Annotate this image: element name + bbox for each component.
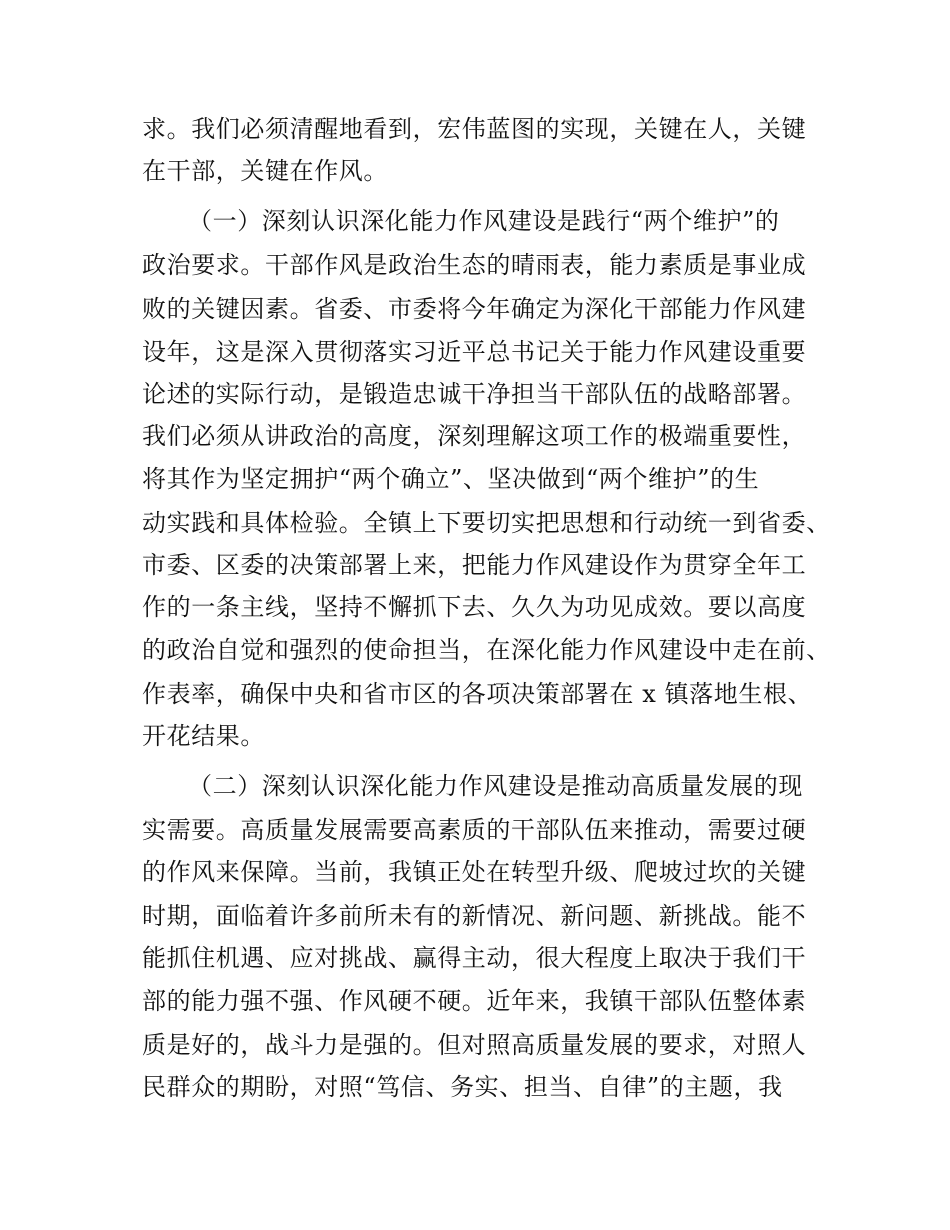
- text-line: 在干部，关键在作风。: [142, 157, 388, 185]
- text-line: 动实践和具体检验。全镇上下要切实把思想和行动统一到省委、: [142, 509, 831, 537]
- text-line: 将其作为坚定拥护“两个确立”、坚决做到“两个维护”的生: [142, 465, 760, 493]
- text-line: （一）深刻认识深化能力作风建设是践行“两个维护”的: [188, 207, 780, 235]
- text-line: 论述的实际行动，是锻造忠诚干净担当干部队伍的战略部署。: [142, 380, 807, 408]
- text-line: 败的关键因素。省委、市委将今年确定为深化干部能力作风建: [142, 295, 807, 323]
- text-line: 实需要。高质量发展需要高素质的干部队伍来推动，需要过硬: [142, 816, 807, 844]
- text-line: 求。我们必须清醒地看到，宏伟蓝图的实现，关键在人，关键: [142, 115, 807, 143]
- text-line: 的政治自觉和强烈的使命担当，在深化能力作风建设中走在前、: [142, 636, 831, 664]
- text-line: 民群众的期盼，对照“笃信、务实、担当、自律”的主题，我: [142, 1073, 783, 1101]
- text-line: 时期，面临着许多前所未有的新情况、新问题、新挑战。能不: [142, 902, 807, 930]
- text-line: 能抓住机遇、应对挑战、赢得主动，很大程度上取决于我们干: [142, 944, 807, 972]
- text-line: 设年，这是深入贯彻落实习近平总书记关于能力作风建设重要: [142, 338, 807, 366]
- text-line: 开花结果。: [142, 722, 265, 750]
- text-line: 政治要求。干部作风是政治生态的晴雨表，能力素质是事业成: [142, 251, 807, 279]
- text-line: 作的一条主线，坚持不懈抓下去、久久为功见成效。要以高度: [142, 593, 807, 621]
- text-line: 我们必须从讲政治的高度，深刻理解这项工作的极端重要性，: [142, 422, 807, 450]
- text-line: 市委、区委的决策部署上来，把能力作风建设作为贯穿全年工: [142, 551, 807, 579]
- text-line: 部的能力强不强、作风硬不硬。近年来，我镇干部队伍整体素: [142, 987, 807, 1015]
- text-line: （二）深刻认识深化能力作风建设是推动高质量发展的现: [188, 772, 803, 800]
- text-line: 的作风来保障。当前，我镇正处在转型升级、爬坡过坎的关键: [142, 858, 807, 886]
- text-line: 质是好的，战斗力是强的。但对照高质量发展的要求，对照人: [142, 1031, 807, 1059]
- text-line: 作表率，确保中央和省市区的各项决策部署在 x 镇落地生根、: [142, 680, 813, 708]
